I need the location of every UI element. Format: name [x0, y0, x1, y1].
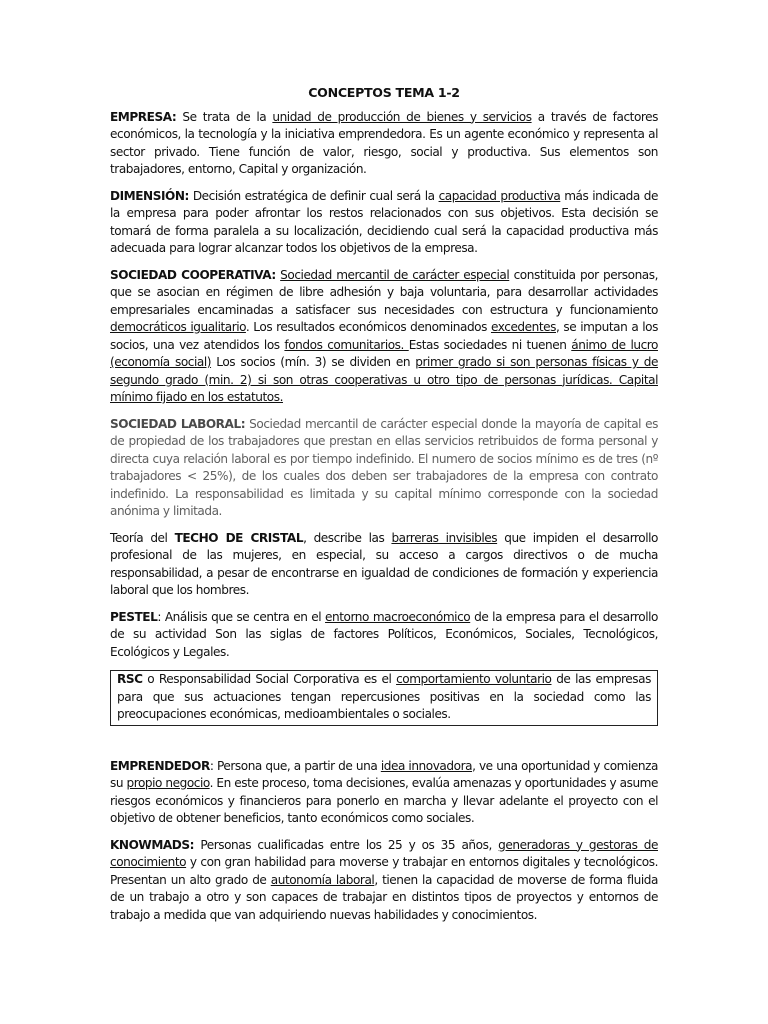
term-knowmads: KNOWMADS: [110, 837, 195, 852]
term-emprendedor: EMPRENDEDOR [110, 758, 210, 773]
document-title: CONCEPTOS TEMA 1-2 [308, 85, 460, 100]
document-page [110, 84, 658, 933]
term-rsc: RSC [117, 672, 143, 686]
term-sociedad-laboral: SOCIEDAD LABORAL: [110, 416, 246, 431]
paragraph-knowmads: KNOWMADS: Personas cualificadas entre los 25 y os 35 años, generadoras y gestoras de conocimiento y con gran habilidad para moverse y trabajar en entornos digitales y tecnológicos. Presentan un alto grado de autonomía laboral, tienen la capacidad de moverse de forma fluida de un trabajo a otro y son capaces de trabajar en distintos tipos de proyectos y entornos de trabajo a medida que van adquiriendo nuevas habilidades y conocimientos. [110, 837, 658, 922]
term-dimension: DIMENSIÓN: [110, 188, 189, 203]
paragraph-emprendedor: EMPRENDEDOR: Persona que, a partir de una idea innovadora, ve una oportunidad y comienza su propio negocio. En este proceso, toma decisiones, evalúa amenazas y oportunidades y asume riesgos económicos y financieros para ponerlo en marcha y llevar adelante el proyecto con el objetivo de obtener beneficios, tanto económicos como sociales. [110, 758, 658, 825]
paragraph-sociedad-cooperativa: SOCIEDAD COOPERATIVA: Sociedad mercantil de carácter especial constituida por personas, que se asocian en régimen de libre adhesión y baja voluntaria, para desarrollar actividades empresariales encaminadas a satisfacer sus necesidades con estructura y funcionamiento democráticos igualitario. Los resultados económicos denominados excedentes, se imputan a los socios, una vez atendidos los fondos comunitarios. Estas sociedades ni tuenen ánimo de lucro (economía social) Los socios (mín. 3) se dividen en primer grado si son personas físicas y de segundo grado (min. 2) si son otras cooperativas u otro tipo de personas jurídicas. Capital mínimo fijado en los estatutos. [110, 267, 659, 404]
paragraph-pestel: PESTEL: Análisis que se centra en el entorno macroeconómico de la empresa para el desarrollo de su actividad Son las siglas de factores Políticos, Económicos, Sociales, Tecnológicos, Ecológicos y Legales. [110, 609, 659, 659]
paragraph-sociedad-laboral: SOCIEDAD LABORAL: Sociedad mercantil de carácter especial donde la mayoría de capital es de propiedad de los trabajadores que prestan en ellas servicios retribuidos de forma personal y directa cuya relación laboral es por tiempo indefinido. El numero de socios mínimo es de tres (nº trabajadores < 25%), de los cuales dos deben ser trabajadores de la empresa con contrato indefinido. La responsabilidad es limitada y su capital mínimo corresponde con la sociedad anónima y limitada. [110, 416, 658, 518]
term-pestel: PESTEL [110, 609, 158, 624]
paragraph-empresa: EMPRESA: Se trata de la unidad de producción de bienes y servicios a través de factores económicos, la tecnología y la iniciativa emprendedora. Es un agente económico y representa al sector privado. Tiene función de valor, riesgo, social y productiva. Sus elementos son trabajadores, entorno, Capital y organización. [110, 109, 658, 176]
rsc-box [110, 670, 658, 726]
term-empresa: EMPRESA: [110, 109, 177, 124]
term-techo-de-cristal: TECHO DE CRISTAL [174, 530, 304, 545]
paragraph-rsc: RSC o Responsabilidad Social Corporativa es el comportamiento voluntario de las empresas para que sus actuaciones tengan repercusiones positivas en la sociedad como las preocupaciones económicas, medioambientales o sociales. [117, 672, 651, 721]
term-sociedad-cooperativa: SOCIEDAD COOPERATIVA: [110, 267, 276, 282]
paragraph-techo-de-cristal: Teoría del TECHO DE CRISTAL, describe las barreras invisibles que impiden el desarrollo profesional de las mujeres, en especial, su acceso a cargos directivos o de mucha responsabilidad, a pesar de encontrarse en igualdad de condiciones de formación y experiencia laboral que los hombres. [110, 530, 658, 597]
paragraph-dimension: DIMENSIÓN: Decisión estratégica de definir cual será la capacidad productiva más indicada de la empresa para poder afrontar los restos relacionados con sus objetivos. Esta decisión se tomará de forma paralela a su localización, decidiendo cual será la capacidad productiva más adecuada para lograr alcanzar todos los objetivos de la empresa. [110, 188, 658, 255]
